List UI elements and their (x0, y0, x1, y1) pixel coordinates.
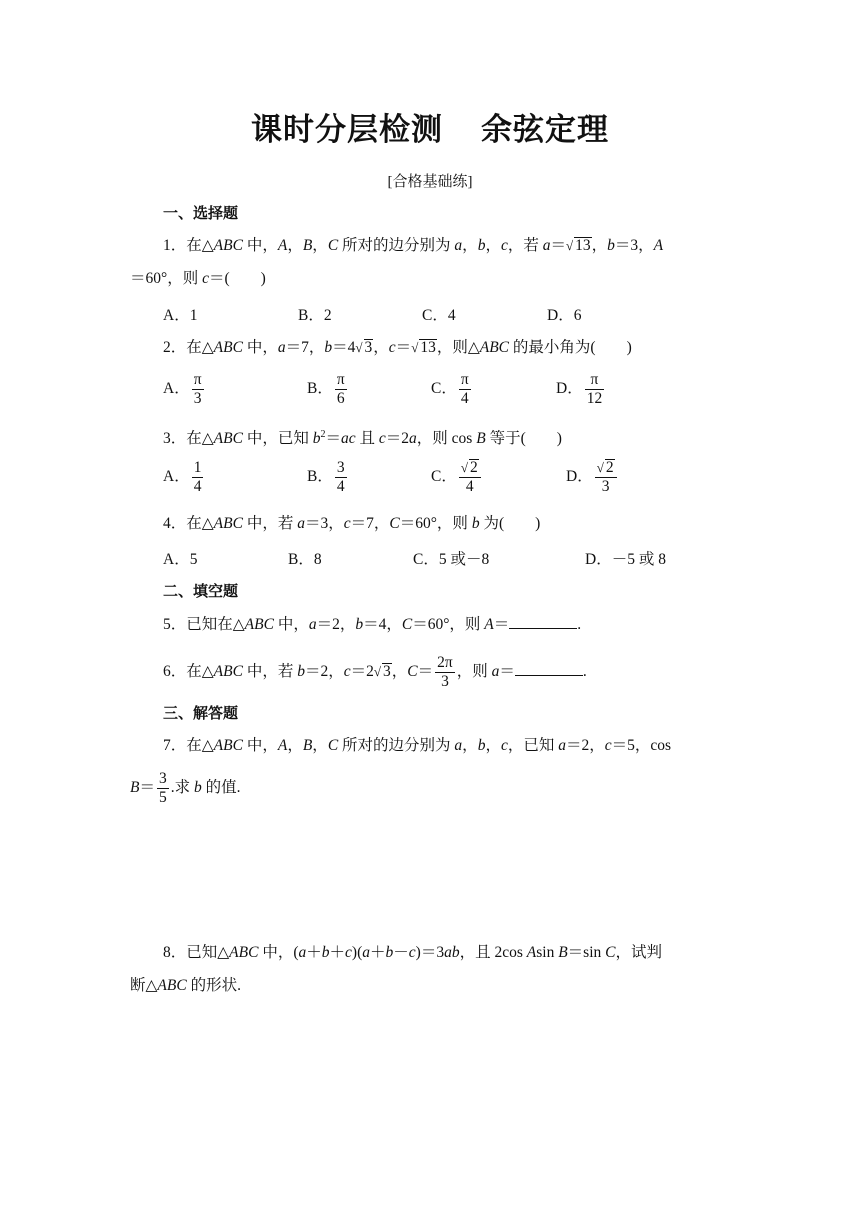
q1-option-a[interactable]: A．1 (163, 307, 198, 324)
section-heading-solve: 三、解答题 (163, 704, 239, 722)
question-1-line-2: ＝60°，则 c＝( ) (130, 270, 266, 287)
q3-option-b[interactable]: B． $\frac{3}{4}$ (307, 459, 345, 495)
section-heading-choice: 一、选择题 (163, 204, 239, 222)
question-3: 3．在△ABC 中，已知 $b^2=ac$ 且 c＝2a，则 cos B 等于( ) (163, 429, 562, 448)
section-heading-fill: 二、填空题 (163, 582, 239, 600)
q4-option-d[interactable]: D．－5 或 8 (585, 551, 666, 568)
question-7-line-1: 7．在△ABC 中，A，B，C 所对的边分别为 a，b，c，已知 a＝2，c＝5，cos (163, 737, 672, 754)
q2-option-d[interactable]: D． $\frac{\pi}{12}$ (556, 371, 603, 407)
q4-option-b[interactable]: B．8 (288, 551, 322, 568)
q3-option-d[interactable]: D． $\frac{√ 2}{3}$ (566, 459, 619, 496)
title-part1: 课时分层检测 (251, 112, 443, 148)
question-8-line-1: 8．已知△ABC 中，(a＋b＋c)(a＋b－c)＝3ab，且 2cos Asin B＝sin C，试判 (163, 944, 662, 961)
q4-option-c[interactable]: C．5 或－8 (413, 551, 490, 568)
question-2: 2．在△ABC 中，a＝7，b＝4√ 3，c＝√ 13，则△ABC 的最小角为( ) (163, 339, 632, 356)
q5-answer-blank[interactable] (509, 614, 577, 629)
q4-option-a[interactable]: A．5 (163, 551, 198, 568)
page-title (0, 104, 860, 149)
question-6: 6．在△ABC 中，若 b＝2，c＝2√ 3，C＝ $\frac{2\pi}{3}$ ，则 a＝ . (163, 653, 587, 690)
q3-option-c[interactable]: C． $\frac{√ 2}{4}$ (431, 459, 483, 496)
q2-option-a[interactable]: A． $\frac{\pi}{3}$ (163, 371, 202, 407)
question-7-line-2: B＝ $\frac{3}{5}$ .求 b 的值. (130, 769, 241, 806)
q2-option-c[interactable]: C． $\frac{\pi}{4}$ (431, 371, 469, 407)
title-part2: 余弦定理 (481, 112, 609, 148)
q2-option-b[interactable]: B． $\frac{\pi}{6}$ (307, 371, 345, 407)
q6-answer-blank[interactable] (515, 661, 583, 676)
question-4: 4．在△ABC 中，若 a＝3，c＝7，C＝60°，则 b 为( ) (163, 515, 541, 532)
q1-option-d[interactable]: D．6 (547, 307, 582, 324)
q3-option-a[interactable]: A． $\frac{1}{4}$ (163, 459, 202, 495)
q1-option-c[interactable]: C．4 (422, 307, 456, 324)
question-8-line-2: 断△ABC 的形状. (130, 977, 241, 994)
question-5: 5．已知在△ABC 中，a＝2，b＝4，C＝60°，则 A＝ . (163, 616, 582, 633)
subtitle: [合格基础练] (387, 174, 473, 190)
question-1-line-1: 1．在△ABC 中，A，B，C 所对的边分别为 a，b，c，若 a＝√ 13，b＝3，A (163, 237, 664, 254)
q1-option-b[interactable]: B．2 (298, 307, 332, 324)
